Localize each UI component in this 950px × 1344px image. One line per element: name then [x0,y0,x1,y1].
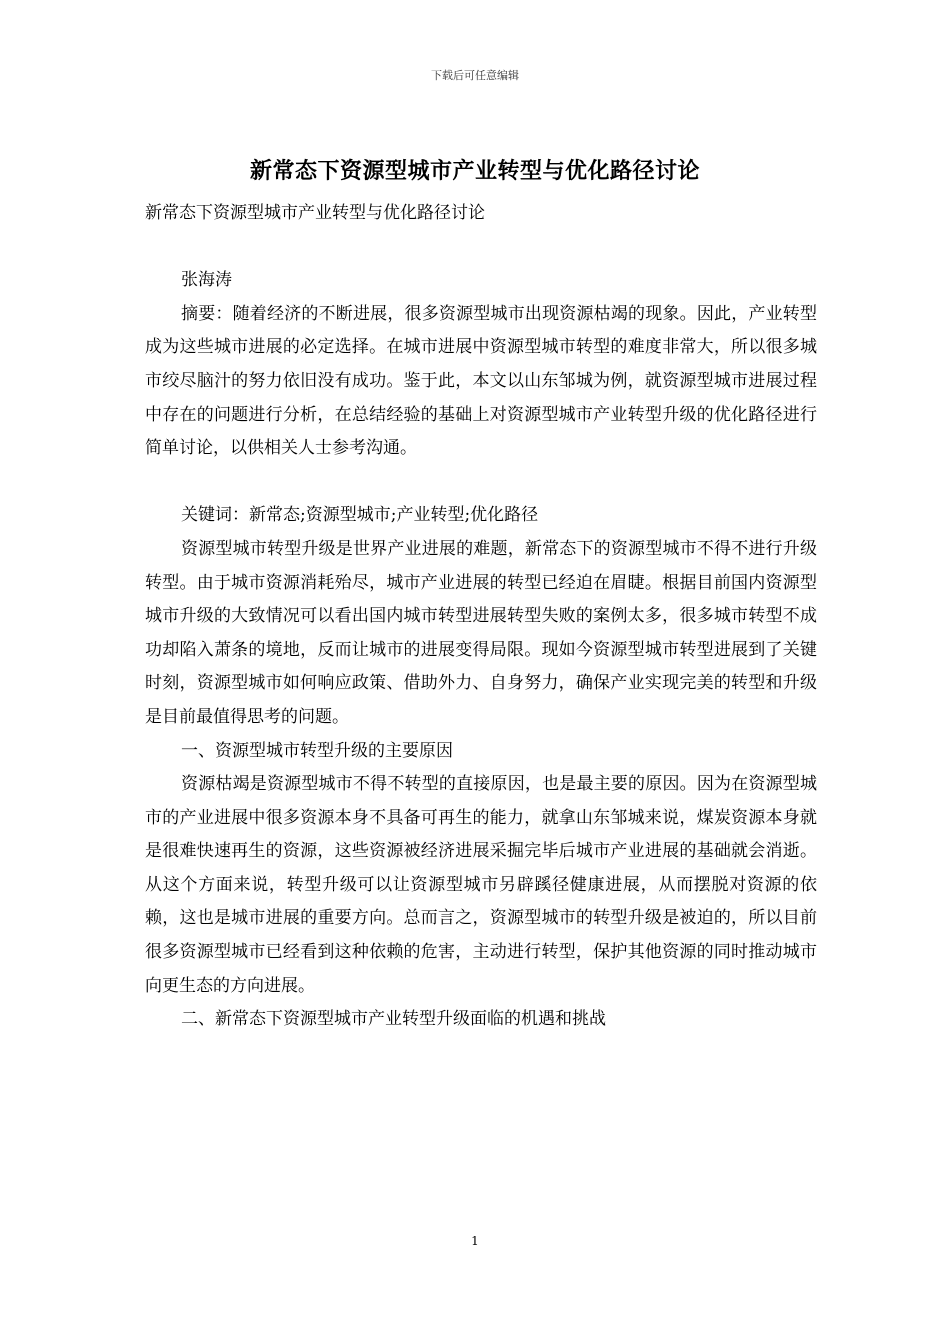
intro-paragraph: 资源型城市转型升级是世界产业进展的难题，新常态下的资源型城市不得不进行升级转型。由于城市资源消耗殆尽，城市产业进展的转型已经迫在眉睫。根据目前国内资源型城市升级的大致情况可以看出国内城市转型进展转型失败的案例太多，很多城市转型不成功却陷入萧条的境地，反而让城市的进展变得局限。现如今资源型城市转型进展到了关键时刻，资源型城市如何响应政策、借助外力、自身努力，确保产业实现完美的转型和升级是目前最值得思考的问题。 [145,538,817,727]
header-note: 下载后可任意编辑 [431,69,519,82]
author-name: 张海涛 [181,270,232,291]
section-1-heading: 一、资源型城市转型升级的主要原因 [181,740,453,761]
document-body [145,197,817,1037]
blank-line [145,231,817,265]
abstract-paragraph: 摘要：随着经济的不断进展，很多资源型城市出现资源枯竭的现象。因此，产业转型成为这些城市进展的必定选择。在城市进展中资源型城市转型的难度非常大，所以很多城市绞尽脑汁的努力依旧没有成功。鉴于此，本文以山东邹城为例，就资源型城市进展过程中存在的问题进行分析，在总结经验的基础上对资源型城市产业转型升级的优化路径进行简单讨论，以供相关人士参考沟通。 [145,303,817,459]
blank-line [145,466,817,500]
page-number: 1 [471,1234,479,1248]
section-1-paragraph: 资源枯竭是资源型城市不得不转型的直接原因，也是最主要的原因。因为在资源型城市的产业进展中很多资源本身不具备可再生的能力，就拿山东邹城来说，煤炭资源本身就是很难快速再生的资源，这些资源被经济进展采掘完毕后城市产业进展的基础就会消逝。从这个方面来说，转型升级可以让资源型城市另辟蹊径健康进展，从而摆脱对资源的依赖，这也是城市进展的重要方向。总而言之，资源型城市的转型升级是被迫的，所以目前很多资源型城市已经看到这种依赖的危害，主动进行转型，保护其他资源的同时推动城市向更生态的方向进展。 [145,774,817,996]
keywords-line: 关键词：新常态;资源型城市;产业转型;优化路径 [181,505,539,526]
section-2-heading: 二、新常态下资源型城市产业转型升级面临的机遇和挑战 [181,1009,606,1030]
document-subtitle: 新常态下资源型城市产业转型与优化路径讨论 [145,203,485,223]
document-title: 新常态下资源型城市产业转型与优化路径讨论 [249,158,700,184]
